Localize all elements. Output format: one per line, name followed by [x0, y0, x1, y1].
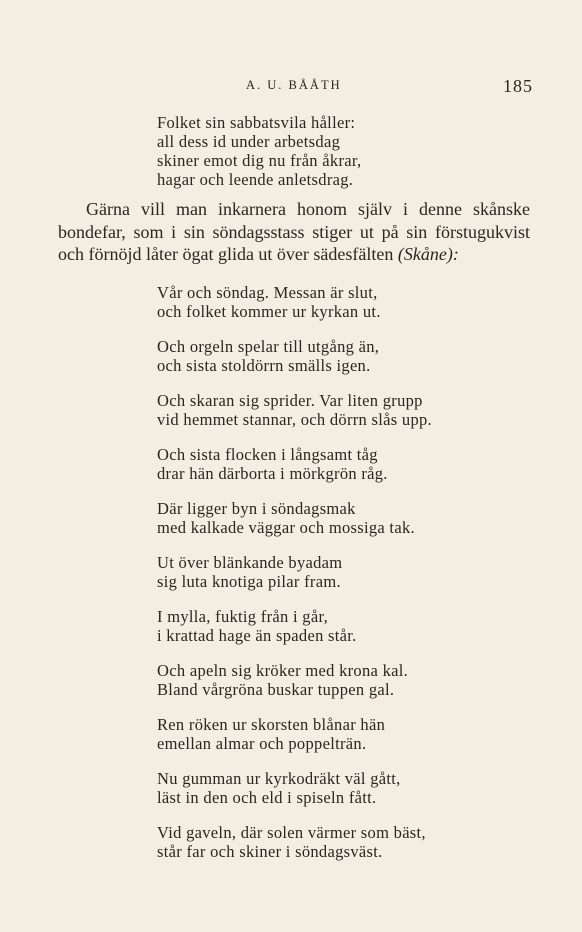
verse-line: i krattad hage än spaden står.	[157, 626, 357, 645]
poem-stanza	[157, 283, 381, 321]
running-title: A. U. BÅÅTH	[246, 78, 342, 92]
verse-line: sig luta knotiga pilar fram.	[157, 572, 341, 591]
verse-line: Ren röken ur skorsten blånar hän	[157, 715, 386, 734]
verse-line: all dess id under arbetsdag	[157, 132, 341, 151]
prose-text: och förnöjd låter ögat glida ut över sädesfälten	[58, 244, 394, 264]
poem-stanza	[157, 553, 342, 591]
poem-stanza	[157, 337, 379, 375]
verse-line: läst in den och eld i spiseln fått.	[157, 788, 377, 807]
verse-line: Och skaran sig sprider. Var liten grupp	[157, 391, 423, 410]
prose-line: bondefar, som i sin söndagsstass stiger ut på sin förstugukvist	[58, 221, 530, 242]
verse-line: Nu gumman ur kyrkodräkt väl gått,	[157, 769, 401, 788]
verse-line: Och orgeln spelar till utgång än,	[157, 337, 380, 356]
verse-line: Folket sin sabbatsvila håller:	[157, 113, 356, 132]
verse-line: och folket kommer ur kyrkan ut.	[157, 302, 381, 321]
poem-stanza	[157, 499, 415, 537]
intro-stanza	[157, 113, 361, 189]
running-head	[0, 76, 582, 96]
verse-line: står far och skiner i söndagsväst.	[157, 842, 383, 861]
verse-line: emellan almar och poppelträn.	[157, 734, 367, 753]
verse-line: Bland vårgröna buskar tuppen gal.	[157, 680, 395, 699]
verse-line: Där ligger byn i söndagsmak	[157, 499, 356, 518]
poem-stanza	[157, 445, 388, 483]
verse-line: skiner emot dig nu från åkrar,	[157, 151, 362, 170]
verse-line: Ut över blänkande byadam	[157, 553, 343, 572]
prose-line: Gärna vill man inkarnera honom själv i denne skånske	[86, 199, 530, 219]
prose-line	[58, 243, 530, 266]
poem-stanza	[157, 607, 357, 645]
verse-line: och sista stoldörrn smälls igen.	[157, 356, 371, 375]
poem-stanza	[157, 391, 432, 429]
page-number: 185	[503, 76, 533, 96]
verse-line: vid hemmet stannar, och dörrn slås upp.	[157, 410, 432, 429]
verse-line: Vid gaveln, där solen värmer som bäst,	[157, 823, 426, 842]
verse-line: Vår och söndag. Messan är slut,	[157, 283, 378, 302]
source-citation: (Skåne):	[397, 244, 459, 264]
prose-paragraph	[58, 198, 530, 266]
verse-line: drar hän därborta i mörkgrön råg.	[157, 464, 388, 483]
verse-line: Och apeln sig kröker med krona kal.	[157, 661, 409, 680]
poem-stanza	[157, 823, 426, 861]
verse-line: I mylla, fuktig från i går,	[157, 607, 329, 626]
poem-stanza	[157, 769, 401, 807]
poem-stanza	[157, 715, 385, 753]
verse-line: Och sista flocken i långsamt tåg	[157, 445, 378, 464]
poem-stanza	[157, 661, 408, 699]
verse-line: hagar och leende anletsdrag.	[157, 170, 354, 189]
verse-line: med kalkade väggar och mossiga tak.	[157, 518, 415, 537]
